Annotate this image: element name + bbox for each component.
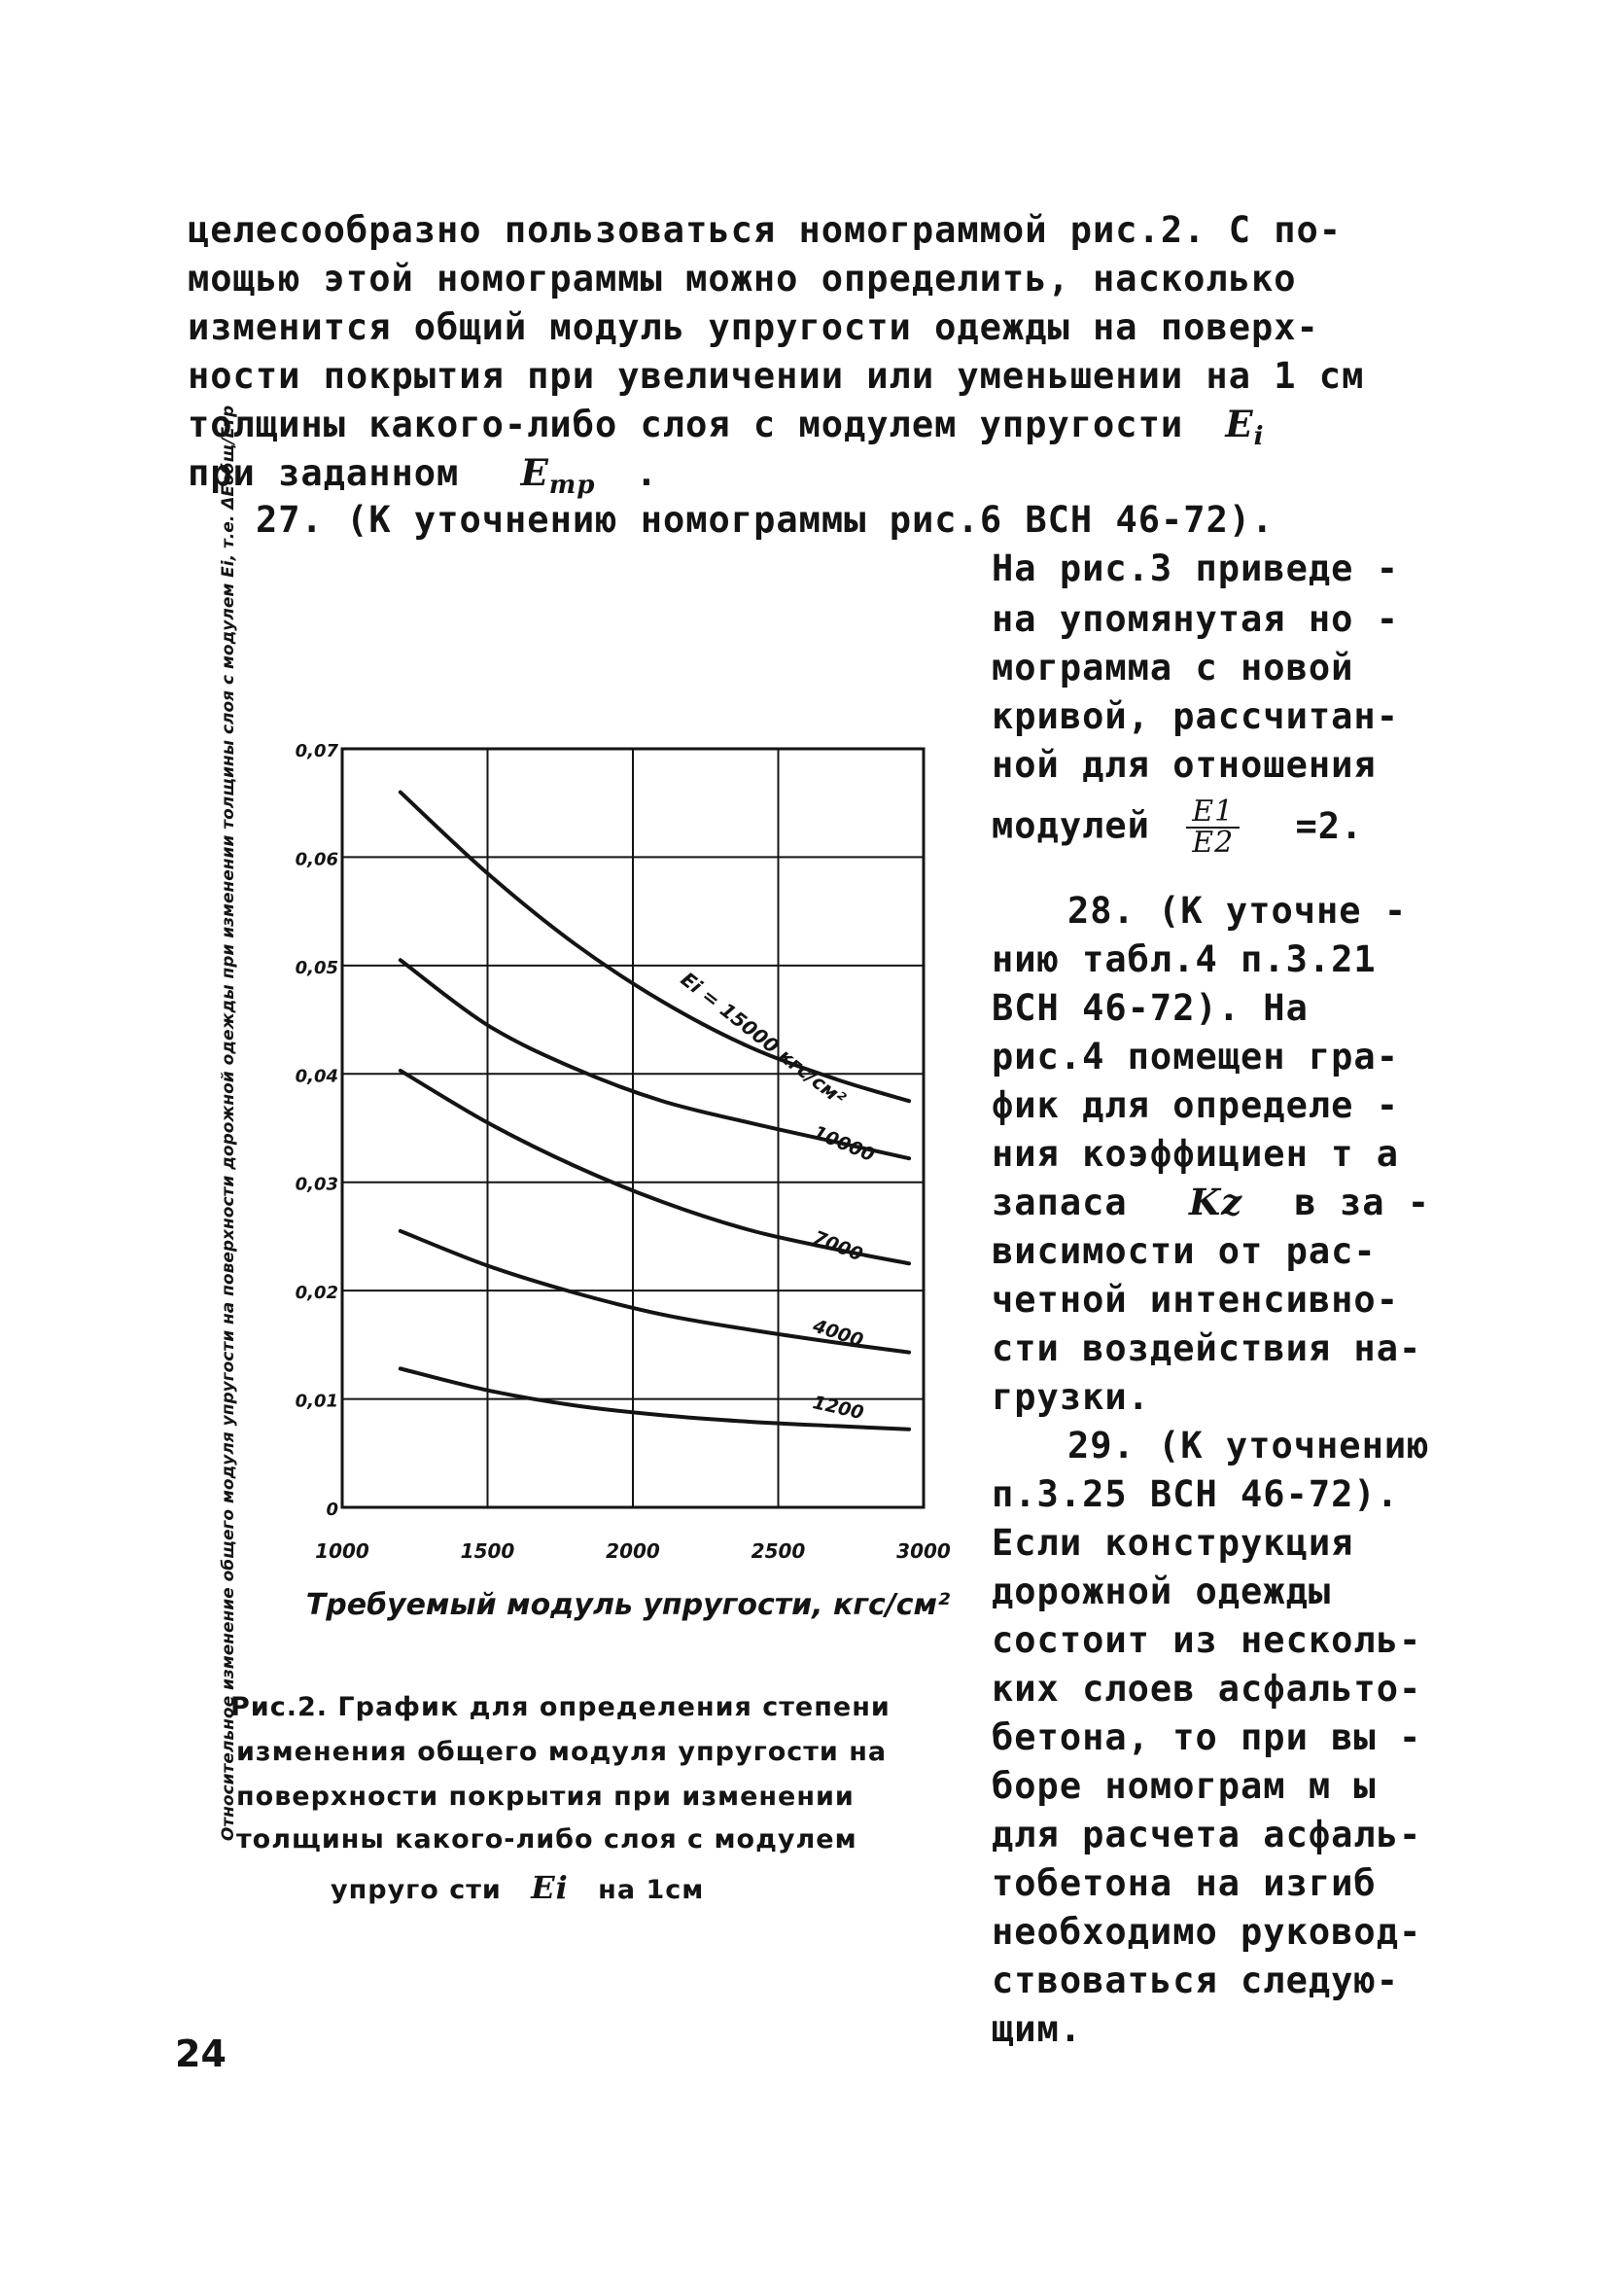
figure-caption — [331, 1869, 704, 1906]
text-line: висимости от рас- — [992, 1230, 1377, 1272]
text-line: щим. — [992, 2008, 1083, 2050]
ratio-denominator: E2 — [1192, 826, 1235, 860]
text-line: рис.4 помещен гра- — [992, 1036, 1399, 1077]
series-label: Ei = 15000 кгс/см² — [676, 967, 851, 1111]
text-line: грузки. — [992, 1376, 1150, 1418]
text-line: ких слоев асфальто- — [992, 1668, 1422, 1710]
text-line: боре номограм м ы — [992, 1765, 1377, 1807]
figure-caption: изменения общего модуля упругости на — [236, 1737, 888, 1767]
text-line: необходимо руковод- — [992, 1911, 1422, 1953]
series-label: 7000 — [810, 1226, 866, 1266]
text-line: нию табл.4 п.3.21 — [992, 938, 1377, 980]
text-line: тобетона на изгиб — [992, 1862, 1377, 1904]
y-tick-label: 0 — [326, 1500, 338, 1520]
ratio-numerator: E1 — [1186, 797, 1240, 829]
y-tick-label: 0,04 — [295, 1066, 338, 1087]
series-label: 4000 — [810, 1315, 866, 1352]
item-29-heading: 29. (К уточнению — [1067, 1425, 1430, 1466]
y-tick-label: 0,05 — [295, 957, 338, 978]
ratio-value: =2. — [1295, 804, 1364, 847]
y-tick-label: 0,06 — [295, 849, 338, 870]
series-line — [401, 793, 909, 1102]
item-27-heading: 27. (К уточнению номограммы рис.6 ВСН 46-72). — [256, 499, 1275, 541]
page-number: 24 — [175, 2032, 227, 2075]
text-line: ствоваться следую- — [992, 1960, 1399, 2001]
caption-segment: упруго сти — [331, 1875, 502, 1905]
text-line: на упомянутая но - — [992, 598, 1399, 640]
kz-symbol: Kz — [1188, 1181, 1243, 1223]
modulus-symbol: Ei — [531, 1869, 569, 1906]
text-line: фик для определе - — [992, 1084, 1399, 1126]
text-line: целесообразно пользоваться номограммой рис.2. С по- — [188, 209, 1343, 251]
text-line-segment: толщины какого-либо слоя с модулем упругости — [188, 404, 1184, 445]
series-label: 10000 — [810, 1121, 878, 1167]
x-axis-label: Требуемый модуль упругости, кгс/см² — [305, 1588, 951, 1622]
text-line: четной интенсивно- — [992, 1279, 1399, 1321]
text-line: мограмма с новой — [992, 647, 1354, 689]
item-28-heading: 28. (К уточне - — [1067, 890, 1408, 932]
text-line: бетона, то при вы - — [992, 1716, 1422, 1758]
chart-grid — [342, 749, 924, 1507]
text-line: Если конструкция — [992, 1522, 1354, 1564]
caption-segment: на 1см — [598, 1875, 705, 1905]
text-line: ной для отношения — [992, 744, 1377, 786]
chart-labels — [296, 741, 951, 1563]
y-tick-label: 0,07 — [295, 741, 338, 761]
x-tick-label: 3000 — [896, 1539, 951, 1563]
text-line: дорожной одежды — [992, 1571, 1332, 1612]
figure-caption: толщины какого-либо слоя с модулем — [236, 1824, 857, 1854]
required-modulus-symbol: $E_{тр}$ — [520, 451, 596, 500]
text-line: ния коэффициен т а — [992, 1133, 1399, 1175]
x-tick-label: 1500 — [460, 1539, 515, 1563]
text-line: п.3.25 ВСН 46-72). — [992, 1473, 1399, 1515]
text-line: состоит из несколь- — [992, 1619, 1422, 1661]
text-line: ности покрытия при увеличении или уменьшении на 1 см — [188, 355, 1365, 397]
figure-caption: поверхности покрытия при изменении — [236, 1782, 855, 1812]
text-line: На рис.3 приведе - — [992, 548, 1399, 589]
text-line-segment: запаса — [992, 1182, 1128, 1223]
modulus-symbol: $E_i$ — [1225, 403, 1265, 451]
x-tick-label: 2000 — [606, 1539, 660, 1563]
y-tick-label: 0,01 — [295, 1391, 338, 1412]
text-line-segment: в за - — [1294, 1182, 1431, 1223]
period: . — [635, 452, 659, 494]
text-line: кривой, рассчитан- — [992, 695, 1399, 737]
text-line: мощью этой номограммы можно определить, насколько — [188, 258, 1297, 300]
x-tick-label: 1000 — [315, 1539, 369, 1563]
series-label: 1200 — [810, 1392, 866, 1425]
modulus-label: модулей — [992, 804, 1150, 847]
y-axis-label: Относительное изменение общего модуля упругости на поверхности дорожной одежды при изменении толщины слоя с модулем Ei, т.е. ΔEобщ/Eтр — [219, 405, 238, 1842]
text-line-segment: при заданном — [188, 452, 460, 494]
text-line: сти воздействия на- — [992, 1327, 1422, 1369]
figure-caption: Рис.2. График для определения степени — [230, 1692, 891, 1722]
text-line: для расчета асфаль- — [992, 1814, 1422, 1855]
y-tick-label: 0,03 — [295, 1174, 338, 1195]
text-line: изменится общий модуль упругости одежды на поверх- — [188, 306, 1319, 348]
y-tick-label: 0,02 — [295, 1283, 338, 1304]
x-tick-label: 2500 — [751, 1539, 806, 1563]
text-line: ВСН 46-72). На — [992, 987, 1309, 1029]
